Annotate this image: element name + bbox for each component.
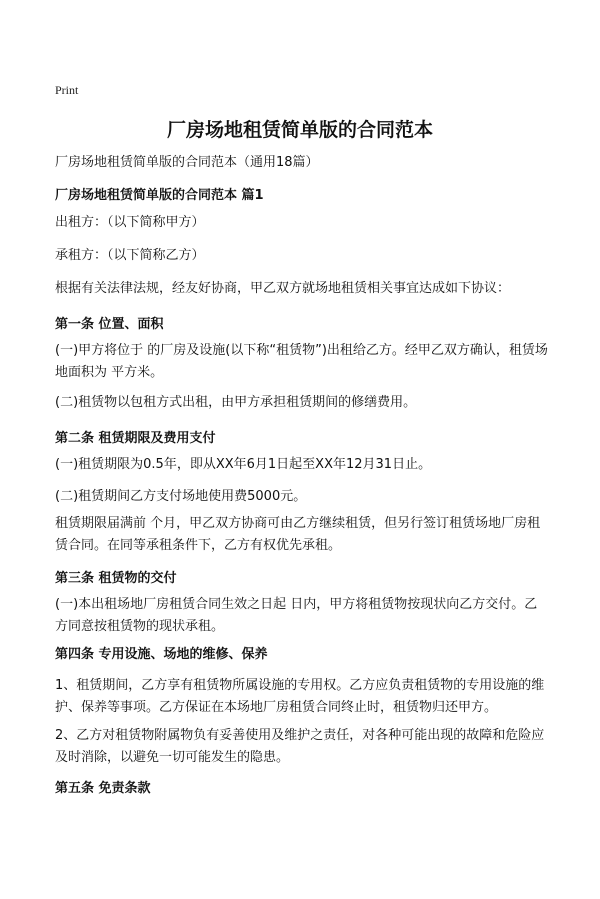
print-label: Print	[55, 83, 79, 97]
article-4-paragraph-2: 2、乙方对租赁物附属物负有妥善使用及维护之责任，对各种可能出现的故障和危险应及时消除，以避免一切可能发生的隐患。	[55, 728, 545, 765]
article-3-heading: 第三条 租赁物的交付	[55, 571, 177, 586]
article-1-paragraph-2: (二)租赁物以包租方式出租，由甲方承担租赁期间的修缮费用。	[55, 395, 417, 410]
article-5-heading: 第五条 免责条款	[55, 781, 151, 796]
article-4-paragraph-1: 1、租赁期间，乙方享有租赁物所属设施的专用权。乙方应负责租赁物的专用设施的维护、保养等事项。乙方保证在本场地厂房租赁合同终止时，租赁物归还甲方。	[55, 678, 545, 715]
article-2-heading: 第二条 租赁期限及费用支付	[55, 431, 216, 446]
document-title: 厂房场地租赁简单版的合同范本	[166, 119, 433, 141]
lessee-line: 承租方：（以下简称乙方）	[55, 248, 205, 263]
lessor-line: 出租方：（以下简称甲方）	[55, 215, 205, 230]
article-2-paragraph-1: (一)租赁期限为0.5年，即从XX年6月1日起至XX年12月31日止。	[55, 457, 432, 472]
intro-paragraph: 根据有关法律法规，经友好协商，甲乙双方就场地租赁相关事宜达成如下协议：	[55, 281, 511, 296]
article-2-paragraph-3: 租赁期限届满前 个月，甲乙双方协商可由乙方继续租赁，但另行签订租赁场地厂房租赁合同。在同等承租条件下，乙方有权优先承租。	[55, 516, 541, 553]
document-subtitle: 厂房场地租赁简单版的合同范本（通用18篇）	[55, 155, 319, 170]
article-3-paragraph-1: (一)本出租场地厂房租赁合同生效之日起 日内，甲方将租赁物按现状向乙方交付。乙方同意按租赁物的现状承租。	[55, 597, 538, 634]
article-1-heading: 第一条 位置、面积	[55, 317, 164, 332]
article-4-heading: 第四条 专用设施、场地的维修、保养	[55, 647, 268, 662]
article-1-paragraph-1: (一)甲方将位于 的厂房及设施(以下称“租赁物”)出租给乙方。经甲乙双方确认，租赁场地面积为 平方米。	[55, 343, 548, 380]
article-2-paragraph-2: (二)租赁期间乙方支付场地使用费5000元。	[55, 489, 307, 504]
section-heading: 厂房场地租赁简单版的合同范本 篇1	[55, 188, 264, 203]
